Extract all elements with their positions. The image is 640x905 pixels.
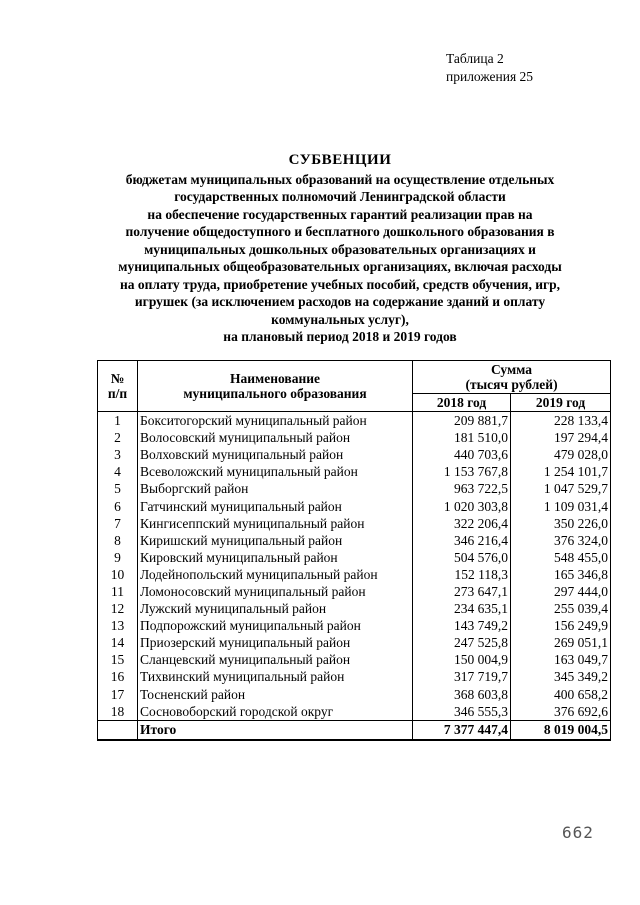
municipality-name: Гатчинский муниципальный район — [138, 497, 413, 514]
row-number: 12 — [98, 600, 138, 617]
table-footer — [98, 720, 611, 740]
header-year-2019: 2019 год — [511, 394, 611, 412]
row-number: 9 — [98, 549, 138, 566]
header-sum-line: Сумма — [490, 362, 533, 377]
value-2018: 346 216,4 — [413, 532, 511, 549]
value-2018: 152 118,3 — [413, 566, 511, 583]
row-number: 14 — [98, 634, 138, 651]
table-header — [98, 361, 611, 412]
table-row — [98, 617, 611, 634]
value-2018: 440 703,6 — [413, 446, 511, 463]
municipality-name: Тосненский район — [138, 686, 413, 703]
table-row — [98, 703, 611, 721]
value-2019: 376 692,6 — [511, 703, 611, 721]
header-sum-line: (тысяч рублей) — [465, 377, 558, 392]
value-2019: 376 324,0 — [511, 532, 611, 549]
municipality-name: Тихвинский муниципальный район — [138, 668, 413, 685]
heading-line: на оплату труда, приобретение учебных пособий, средств обучения, игр, — [119, 276, 560, 292]
heading-line: муниципальных общеобразовательных организациях, включая расходы — [118, 259, 562, 274]
municipality-name: Приозерский муниципальный район — [138, 634, 413, 651]
row-number: 2 — [98, 429, 138, 446]
table-row — [98, 429, 611, 446]
table-body — [98, 412, 611, 721]
value-2019: 255 039,4 — [511, 600, 611, 617]
municipality-name: Лужский муниципальный район — [138, 600, 413, 617]
row-number: 18 — [98, 703, 138, 721]
header-municipality — [138, 361, 413, 412]
header-sum — [413, 361, 611, 394]
total-label: Итого — [138, 720, 413, 740]
value-2018: 1 153 767,8 — [413, 463, 511, 480]
value-2019: 1 109 031,4 — [511, 497, 611, 514]
annex-appendix-number: приложения 25 — [446, 69, 534, 84]
row-number: 1 — [98, 412, 138, 430]
row-number: 3 — [98, 446, 138, 463]
municipality-name: Подпорожский муниципальный район — [138, 617, 413, 634]
value-2018: 209 881,7 — [413, 412, 511, 430]
municipality-name: Волховский муниципальный район — [138, 446, 413, 463]
row-number: 11 — [98, 583, 138, 600]
row-number: 16 — [98, 668, 138, 685]
value-2019: 350 226,0 — [511, 515, 611, 532]
value-2018: 181 510,0 — [413, 429, 511, 446]
value-2019: 228 133,4 — [511, 412, 611, 430]
value-2018: 247 525,8 — [413, 634, 511, 651]
total-number-cell — [98, 720, 138, 740]
heading-line: муниципальных дошкольных образовательных организациях и — [144, 241, 536, 257]
document-title: СУБВЕНЦИИ — [288, 152, 392, 168]
row-number: 7 — [98, 515, 138, 532]
total-2018: 7 377 447,4 — [413, 720, 511, 740]
value-2018: 963 722,5 — [413, 480, 511, 497]
annex-table-number: Таблица 2 — [446, 51, 504, 66]
municipality-name: Кингисеппский муниципальный район — [138, 515, 413, 532]
table-row — [98, 668, 611, 685]
table-row — [98, 566, 611, 583]
header-year-2018: 2018 год — [413, 394, 511, 412]
heading-line: получение общедоступного и бесплатного дошкольного образования в — [125, 224, 555, 239]
municipality-name: Всеволожский муниципальный район — [138, 463, 413, 480]
annex-reference — [446, 50, 533, 86]
row-number: 17 — [98, 686, 138, 703]
total-2019: 8 019 004,5 — [511, 720, 611, 740]
header-number — [98, 361, 138, 412]
municipality-name: Лодейнопольский муниципальный район — [138, 566, 413, 583]
value-2019: 1 047 529,7 — [511, 480, 611, 497]
row-number: 5 — [98, 480, 138, 497]
value-2018: 273 647,1 — [413, 583, 511, 600]
municipality-name: Ломоносовский муниципальный район — [138, 583, 413, 600]
municipality-name: Волосовский муниципальный район — [138, 429, 413, 446]
table-row — [98, 463, 611, 480]
table-row — [98, 600, 611, 617]
row-number: 13 — [98, 617, 138, 634]
total-row — [98, 720, 611, 740]
municipality-name: Сосновоборский городской округ — [138, 703, 413, 721]
table-row — [98, 651, 611, 668]
heading-line: на плановый период 2018 и 2019 годов — [223, 329, 457, 344]
document-heading — [60, 152, 620, 346]
value-2019: 269 051,1 — [511, 634, 611, 651]
page-stamp: 662 — [562, 823, 594, 842]
value-2018: 150 004,9 — [413, 651, 511, 668]
value-2019: 156 249,9 — [511, 617, 611, 634]
heading-line: коммунальных услуг), — [271, 311, 409, 327]
row-number: 6 — [98, 497, 138, 514]
header-number-line: п/п — [107, 386, 128, 401]
municipality-name: Выборгский район — [138, 480, 413, 497]
table-row — [98, 634, 611, 651]
header-number-line: № — [110, 371, 125, 386]
table-row — [98, 515, 611, 532]
value-2018: 234 635,1 — [413, 600, 511, 617]
row-number: 10 — [98, 566, 138, 583]
municipality-name: Бокситогорский муниципальный район — [138, 412, 413, 430]
row-number: 15 — [98, 651, 138, 668]
value-2019: 400 658,2 — [511, 686, 611, 703]
table-row — [98, 549, 611, 566]
value-2018: 143 749,2 — [413, 617, 511, 634]
value-2019: 345 349,2 — [511, 668, 611, 685]
value-2018: 317 719,7 — [413, 668, 511, 685]
value-2018: 504 576,0 — [413, 549, 511, 566]
value-2018: 1 020 303,8 — [413, 497, 511, 514]
table-row — [98, 497, 611, 514]
heading-line: бюджетам муниципальных образований на осуществление отдельных — [125, 171, 555, 187]
table-row — [98, 583, 611, 600]
table-row — [98, 532, 611, 549]
table-row — [98, 446, 611, 463]
municipality-name: Кировский муниципальный район — [138, 549, 413, 566]
value-2019: 197 294,4 — [511, 429, 611, 446]
value-2019: 297 444,0 — [511, 583, 611, 600]
table-row — [98, 686, 611, 703]
municipality-name: Киришский муниципальный район — [138, 532, 413, 549]
header-municipality-line: Наименование — [230, 371, 320, 386]
value-2018: 346 555,3 — [413, 703, 511, 721]
value-2019: 165 346,8 — [511, 566, 611, 583]
header-municipality-line: муниципального образования — [183, 386, 367, 401]
value-2019: 163 049,7 — [511, 651, 611, 668]
row-number: 4 — [98, 463, 138, 480]
row-number: 8 — [98, 532, 138, 549]
heading-line: игрушек (за исключением расходов на содержание зданий и оплату — [134, 294, 546, 309]
table-row — [98, 480, 611, 497]
heading-line: государственных полномочий Ленинградской области — [174, 189, 506, 204]
value-2019: 479 028,0 — [511, 446, 611, 463]
value-2018: 368 603,8 — [413, 686, 511, 703]
heading-line: на обеспечение государственных гарантий реализации прав на — [147, 206, 533, 222]
table-row — [98, 412, 611, 430]
value-2018: 322 206,4 — [413, 515, 511, 532]
value-2019: 1 254 101,7 — [511, 463, 611, 480]
municipality-name: Сланцевский муниципальный район — [138, 651, 413, 668]
value-2019: 548 455,0 — [511, 549, 611, 566]
subsidies-table — [97, 360, 611, 741]
